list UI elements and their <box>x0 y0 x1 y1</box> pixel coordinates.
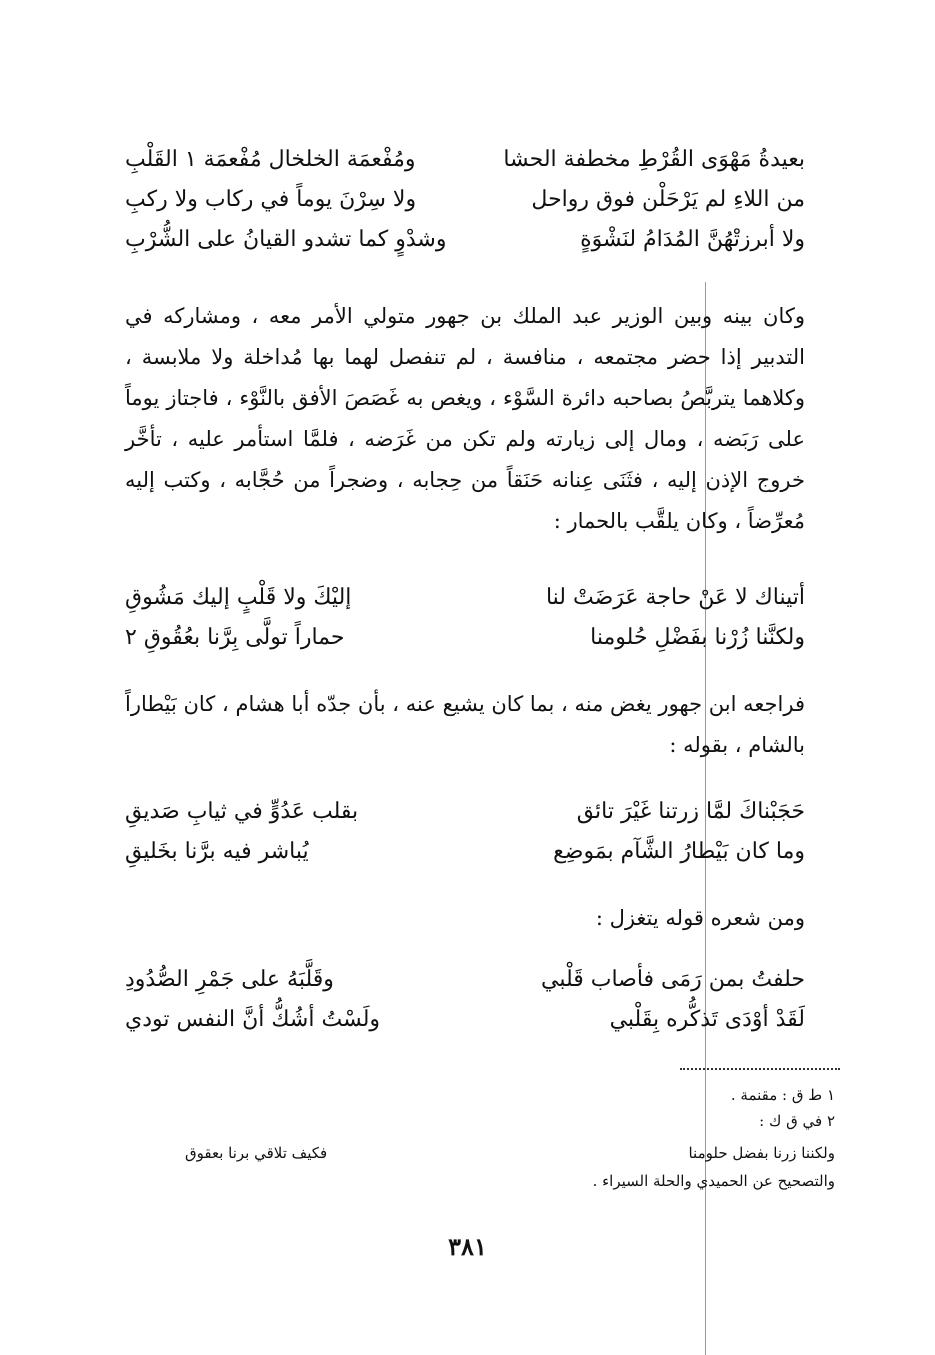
footnote-separator <box>680 1068 840 1070</box>
second-hemistich: ولَسْتُ أشُكُّ أنَّ النفس تودي <box>125 1007 381 1032</box>
verse-line <box>125 140 805 180</box>
second-hemistich: وشدْوٍ كما تشدو القيانُ على الشُّرْبِ <box>125 227 447 252</box>
verse-line <box>125 578 805 618</box>
footnote-1: ١ ط ق : مقنمة . <box>730 1086 835 1104</box>
poem-block-4 <box>125 960 805 1040</box>
first-hemistich: ولا أبرزتْهُنَّ المُدَامُ لنَشْوَةٍ <box>580 227 805 252</box>
first-hemistich: بعيدةُ مَهْوَى القُرْطِ مخطفة الحشا <box>503 147 805 172</box>
prose-paragraph-1 <box>125 296 805 542</box>
footnote-2: ٢ في ق ك : <box>759 1112 835 1130</box>
footnotes <box>185 1082 835 1194</box>
verse-line <box>125 960 805 1000</box>
first-hemistich: حَجَبْناكَ لمَّا زرتنا غَيْرَ تائق <box>576 799 805 824</box>
paragraph-text: وكان بينه وبين الوزير عبد الملك بن جهور متولي الأمر معه ، ومشاركه في التدبير إذا حضر مجتمعه ، منافسة ، لم تنفصل لهما بها مُداخلة ولا ملابسة ، وكلاهما يتربَّصُ بصاحبه دائرة السَّوْء ، ويغص به غَصَصَ الأفق بالنَّوْء ، فاجتاز يوماً على رَبَضه ، ومال إلى زيارته ولم تكن من غَرَضه ، فلمَّا استأمر عليه ، تأخَّر خروج الإذن إليه ، فثَنَى عِنانه حَنَقاً من حِجابه ، وضجراً من حُجَّابه ، وكتب إليه مُعرِّضاً ، وكان يلقَّب بالحمار : <box>125 304 805 533</box>
verse-line <box>125 1000 805 1040</box>
first-hemistich: وما كان بَيْطارُ الشَّآم بمَوضِع <box>553 839 805 864</box>
paragraph-text: فراجعه ابن جهور يغض منه ، بما كان يشيع عنه ، بأن جدّه أبا هشام ، كان بَيْطاراً بالشام ، بقوله : <box>125 692 805 757</box>
prose-paragraph-3 <box>125 898 805 939</box>
second-hemistich: إليْكَ ولا قَلْبٍ إليك مَشُوقِ <box>125 585 352 610</box>
first-hemistich: ولكنَّنا زُرْنا بفَضْلِ حُلومنا <box>590 625 805 650</box>
prose-paragraph-2 <box>125 684 805 766</box>
second-hemistich: حماراً تولَّى بِرَّنا بعُقُوقِ ٢ <box>125 625 345 650</box>
poem-block-1 <box>125 140 805 260</box>
first-hemistich: ولكننا زرنا بفضل حلومنا <box>688 1144 835 1162</box>
second-hemistich: بقلب عَدُوٍّ في ثيابِ صَديقِ <box>125 799 359 824</box>
second-hemistich: وقَلَّبَهُ على جَمْرِ الصُّدُودِ <box>125 967 334 992</box>
footnote-verse <box>185 1140 835 1168</box>
footnote-2-note: والتصحيح عن الحميدي والحلة السيراء . <box>592 1172 835 1190</box>
first-hemistich: أتيناك لا عَنْ حاجة عَرَضَتْ لنا <box>545 585 805 610</box>
verse-line <box>125 220 805 260</box>
paragraph-text: ومن شعره قوله يتغزل : <box>595 906 805 930</box>
first-hemistich: حلفتُ بمن رَمَى فأصاب قَلْبي <box>540 967 805 992</box>
poem-block-3 <box>125 792 805 872</box>
verse-line <box>125 180 805 220</box>
verse-line <box>125 618 805 658</box>
second-hemistich: ولا سِرْنَ يوماً في ركاب ولا ركبِ <box>125 187 417 212</box>
second-hemistich: فكيف تلاقي برنا بعقوق <box>185 1144 328 1162</box>
poem-block-2 <box>125 578 805 658</box>
first-hemistich: لَقَدْ أوْدَى تَذكُّره بِقَلْبي <box>609 1007 805 1032</box>
first-hemistich: من اللاءِ لم يَرْحَلْن فوق رواحل <box>531 187 805 212</box>
page-number: ٣٨١ <box>448 1232 487 1261</box>
verse-line <box>125 792 805 832</box>
second-hemistich: ومُفْعمَة الخلخال مُفْعمَة ١ القَلْبِ <box>125 147 416 172</box>
verse-line <box>125 832 805 872</box>
second-hemistich: يُباشر فيه برَّنا بخَليقِ <box>125 839 309 864</box>
